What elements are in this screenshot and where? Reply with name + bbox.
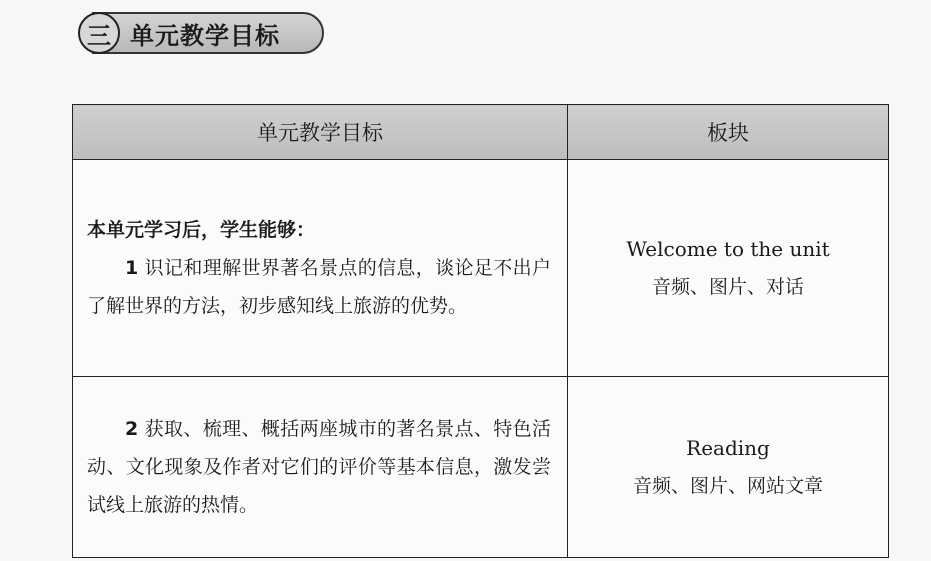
goal-text [87,410,551,524]
goal-text [87,249,551,325]
block-media: 音频、图片、对话 [651,276,804,298]
block-cell [568,377,889,558]
unit-goals-table [72,104,889,558]
header-goal: 单元教学目标 [73,105,568,160]
section-title: 单元教学目标 [130,21,280,50]
header-block: 板块 [568,105,889,160]
block-cell [568,160,889,377]
goal-description: 识记和理解世界著名景点的信息，谈论足不出户了解世界的方法，初步感知线上旅游的优势。 [87,257,551,317]
goal-number: 2 [125,418,139,440]
block-media: 音频、图片、网站文章 [632,475,823,497]
block-name: Reading [686,436,770,460]
goal-description: 获取、梳理、概括两座城市的著名景点、特色活动、文化现象及作者对它们的评价等基本信息，激发尝试线上旅游的热情。 [87,418,551,516]
table-row [73,160,889,377]
goal-cell [73,377,568,558]
goal-cell [73,160,568,377]
table-header-row [73,105,889,160]
section-number-badge: 三 [78,12,120,54]
section-heading [78,10,280,56]
table-row [73,377,889,558]
block-name: Welcome to the unit [626,237,830,261]
goal-intro: 本单元学习后，学生能够： [87,219,316,241]
goal-number: 1 [125,257,139,279]
